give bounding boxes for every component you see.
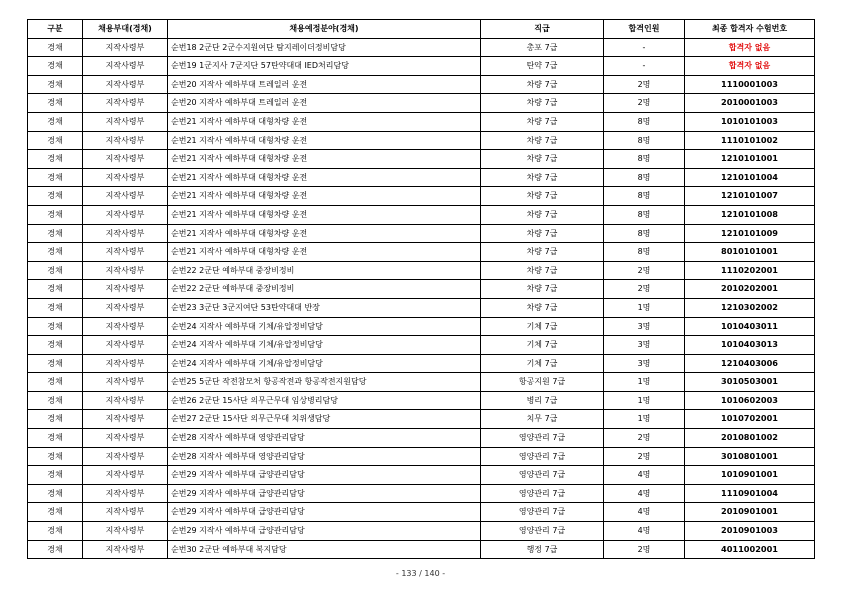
- table-row: [28, 168, 815, 187]
- cell-final-number: 1010101003: [685, 112, 815, 131]
- cell-grade: 영양관리 7급: [481, 429, 604, 448]
- cell-count: 8명: [604, 243, 685, 262]
- cell-field: 순번19 1군지사 7군지단 57탄약대대 IED처리담당: [168, 57, 481, 76]
- cell-category: 경채: [28, 503, 83, 522]
- table-row: [28, 205, 815, 224]
- cell-grade: 차량 7급: [481, 280, 604, 299]
- table-row: [28, 447, 815, 466]
- table-row: [28, 522, 815, 541]
- cell-category: 경채: [28, 243, 83, 262]
- cell-field: 순번24 지작사 예하부대 기체/유압정비담당: [168, 354, 481, 373]
- cell-grade: 차량 7급: [481, 112, 604, 131]
- cell-unit: 지작사령부: [83, 280, 168, 299]
- cell-final-number: 1010702001: [685, 410, 815, 429]
- cell-unit: 지작사령부: [83, 187, 168, 206]
- cell-grade: 영양관리 7급: [481, 447, 604, 466]
- cell-grade: 탄약 7급: [481, 57, 604, 76]
- cell-final-number: 합격자 없음: [685, 38, 815, 57]
- cell-grade: 차량 7급: [481, 168, 604, 187]
- cell-category: 경채: [28, 522, 83, 541]
- header-unit: 채용부대(경채): [83, 20, 168, 39]
- header-count: 합격인원: [604, 20, 685, 39]
- cell-field: 순번28 지작사 예하부대 영양관리담당: [168, 429, 481, 448]
- cell-unit: 지작사령부: [83, 75, 168, 94]
- table-row: [28, 373, 815, 392]
- cell-count: 1명: [604, 373, 685, 392]
- results-table: [27, 19, 815, 559]
- page-number: - 133 / 140 -: [395, 569, 446, 578]
- cell-category: 경채: [28, 429, 83, 448]
- cell-count: 4명: [604, 466, 685, 485]
- cell-category: 경채: [28, 336, 83, 355]
- table-row: [28, 540, 815, 559]
- table-row: [28, 429, 815, 448]
- cell-grade: 영양관리 7급: [481, 484, 604, 503]
- cell-category: 경채: [28, 150, 83, 169]
- cell-unit: 지작사령부: [83, 94, 168, 113]
- cell-category: 경채: [28, 112, 83, 131]
- cell-count: 4명: [604, 522, 685, 541]
- cell-count: 8명: [604, 150, 685, 169]
- cell-unit: 지작사령부: [83, 261, 168, 280]
- cell-category: 경채: [28, 205, 83, 224]
- cell-unit: 지작사령부: [83, 224, 168, 243]
- cell-grade: 영양관리 7급: [481, 503, 604, 522]
- cell-field: 순번27 2군단 15사단 의무근무대 치위생담당: [168, 410, 481, 429]
- cell-final-number: 1210403006: [685, 354, 815, 373]
- cell-field: 순번29 지작사 예하부대 급양관리담당: [168, 503, 481, 522]
- table-row: [28, 484, 815, 503]
- cell-grade: 차량 7급: [481, 243, 604, 262]
- cell-unit: 지작사령부: [83, 168, 168, 187]
- cell-count: 2명: [604, 447, 685, 466]
- cell-category: 경채: [28, 373, 83, 392]
- cell-category: 경채: [28, 187, 83, 206]
- cell-unit: 지작사령부: [83, 503, 168, 522]
- cell-field: 순번21 지작사 예하부대 대형차량 운전: [168, 131, 481, 150]
- cell-final-number: 합격자 없음: [685, 57, 815, 76]
- cell-grade: 차량 7급: [481, 205, 604, 224]
- table-row: [28, 336, 815, 355]
- cell-field: 순번23 3군단 3군지여단 53탄약대대 반장: [168, 298, 481, 317]
- table-row: [28, 131, 815, 150]
- cell-count: 1명: [604, 298, 685, 317]
- cell-field: 순번30 2군단 예하부대 복지담당: [168, 540, 481, 559]
- cell-final-number: 2010801002: [685, 429, 815, 448]
- cell-grade: 항공지원 7급: [481, 373, 604, 392]
- cell-final-number: 8010101001: [685, 243, 815, 262]
- cell-count: 3명: [604, 336, 685, 355]
- cell-unit: 지작사령부: [83, 112, 168, 131]
- cell-final-number: 1210101001: [685, 150, 815, 169]
- cell-category: 경채: [28, 38, 83, 57]
- cell-category: 경채: [28, 354, 83, 373]
- cell-count: -: [604, 57, 685, 76]
- cell-final-number: 1110101002: [685, 131, 815, 150]
- table-row: [28, 224, 815, 243]
- cell-unit: 지작사령부: [83, 522, 168, 541]
- cell-grade: 차량 7급: [481, 94, 604, 113]
- cell-category: 경채: [28, 131, 83, 150]
- cell-grade: 차량 7급: [481, 298, 604, 317]
- table-row: [28, 354, 815, 373]
- header-grade: 직급: [481, 20, 604, 39]
- cell-grade: 기체 7급: [481, 336, 604, 355]
- cell-category: 경채: [28, 168, 83, 187]
- table-row: [28, 94, 815, 113]
- cell-final-number: 2010901003: [685, 522, 815, 541]
- table-row: [28, 298, 815, 317]
- cell-final-number: 1010602003: [685, 391, 815, 410]
- cell-grade: 차량 7급: [481, 75, 604, 94]
- cell-unit: 지작사령부: [83, 429, 168, 448]
- cell-count: 8명: [604, 205, 685, 224]
- cell-field: 순번21 지작사 예하부대 대형차량 운전: [168, 187, 481, 206]
- cell-field: 순번24 지작사 예하부대 기체/유압정비담당: [168, 336, 481, 355]
- cell-field: 순번29 지작사 예하부대 급양관리담당: [168, 484, 481, 503]
- cell-category: 경채: [28, 391, 83, 410]
- cell-count: 2명: [604, 280, 685, 299]
- cell-grade: 기체 7급: [481, 354, 604, 373]
- cell-count: 3명: [604, 317, 685, 336]
- cell-final-number: 3010801001: [685, 447, 815, 466]
- table-row: [28, 261, 815, 280]
- cell-field: 순번18 2군단 2군수지원여단 탐지레이더정비담당: [168, 38, 481, 57]
- cell-final-number: 1110901004: [685, 484, 815, 503]
- cell-count: 8명: [604, 168, 685, 187]
- cell-grade: 차량 7급: [481, 131, 604, 150]
- cell-unit: 지작사령부: [83, 391, 168, 410]
- cell-grade: 병리 7급: [481, 391, 604, 410]
- cell-field: 순번21 지작사 예하부대 대형차량 운전: [168, 112, 481, 131]
- header-final-number: 최종 합격자 수험번호: [685, 20, 815, 39]
- cell-final-number: 4011002001: [685, 540, 815, 559]
- cell-field: 순번20 지작사 예하부대 트레일러 운전: [168, 75, 481, 94]
- cell-count: 4명: [604, 484, 685, 503]
- cell-unit: 지작사령부: [83, 354, 168, 373]
- table-row: [28, 466, 815, 485]
- table-row: [28, 317, 815, 336]
- cell-unit: 지작사령부: [83, 317, 168, 336]
- cell-unit: 지작사령부: [83, 150, 168, 169]
- table-row: [28, 38, 815, 57]
- cell-final-number: 2010901001: [685, 503, 815, 522]
- cell-grade: 총포 7급: [481, 38, 604, 57]
- cell-unit: 지작사령부: [83, 298, 168, 317]
- cell-grade: 행정 7급: [481, 540, 604, 559]
- cell-count: 4명: [604, 503, 685, 522]
- cell-final-number: 3010503001: [685, 373, 815, 392]
- cell-category: 경채: [28, 280, 83, 299]
- cell-unit: 지작사령부: [83, 466, 168, 485]
- cell-final-number: 1010901001: [685, 466, 815, 485]
- cell-unit: 지작사령부: [83, 447, 168, 466]
- cell-final-number: 1210101008: [685, 205, 815, 224]
- cell-category: 경채: [28, 298, 83, 317]
- cell-grade: 차량 7급: [481, 261, 604, 280]
- cell-category: 경채: [28, 224, 83, 243]
- cell-field: 순번25 5군단 작전참모처 항공작전과 항공작전지원담당: [168, 373, 481, 392]
- table-row: [28, 150, 815, 169]
- cell-field: 순번20 지작사 예하부대 트레일러 운전: [168, 94, 481, 113]
- cell-category: 경채: [28, 261, 83, 280]
- table-row: [28, 112, 815, 131]
- table-body: [28, 38, 815, 559]
- cell-final-number: 1210302002: [685, 298, 815, 317]
- cell-field: 순번29 지작사 예하부대 급양관리담당: [168, 522, 481, 541]
- results-sheet: [27, 19, 814, 559]
- cell-count: 2명: [604, 75, 685, 94]
- cell-grade: 차량 7급: [481, 224, 604, 243]
- cell-unit: 지작사령부: [83, 57, 168, 76]
- table-row: [28, 280, 815, 299]
- cell-unit: 지작사령부: [83, 243, 168, 262]
- cell-field: 순번29 지작사 예하부대 급양관리담당: [168, 466, 481, 485]
- cell-category: 경채: [28, 540, 83, 559]
- cell-category: 경채: [28, 94, 83, 113]
- cell-field: 순번21 지작사 예하부대 대형차량 운전: [168, 150, 481, 169]
- cell-grade: 차량 7급: [481, 187, 604, 206]
- cell-count: -: [604, 38, 685, 57]
- cell-category: 경채: [28, 466, 83, 485]
- table-row: [28, 187, 815, 206]
- cell-field: 순번22 2군단 예하부대 중장비정비: [168, 261, 481, 280]
- cell-category: 경채: [28, 317, 83, 336]
- cell-grade: 치무 7급: [481, 410, 604, 429]
- cell-count: 2명: [604, 540, 685, 559]
- cell-unit: 지작사령부: [83, 410, 168, 429]
- cell-unit: 지작사령부: [83, 540, 168, 559]
- cell-count: 1명: [604, 410, 685, 429]
- cell-category: 경채: [28, 75, 83, 94]
- cell-count: 8명: [604, 224, 685, 243]
- cell-category: 경채: [28, 57, 83, 76]
- cell-field: 순번22 2군단 예하부대 중장비정비: [168, 280, 481, 299]
- cell-grade: 기체 7급: [481, 317, 604, 336]
- cell-category: 경채: [28, 447, 83, 466]
- cell-count: 2명: [604, 261, 685, 280]
- cell-final-number: 1110202001: [685, 261, 815, 280]
- header-category: 구분: [28, 20, 83, 39]
- cell-count: 8명: [604, 131, 685, 150]
- cell-count: 2명: [604, 94, 685, 113]
- cell-final-number: 1210101009: [685, 224, 815, 243]
- cell-unit: 지작사령부: [83, 131, 168, 150]
- table-header-row: [28, 20, 815, 39]
- cell-grade: 차량 7급: [481, 150, 604, 169]
- table-row: [28, 75, 815, 94]
- cell-field: 순번24 지작사 예하부대 기체/유압정비담당: [168, 317, 481, 336]
- cell-final-number: 1010403011: [685, 317, 815, 336]
- cell-final-number: 1010403013: [685, 336, 815, 355]
- cell-unit: 지작사령부: [83, 336, 168, 355]
- cell-count: 3명: [604, 354, 685, 373]
- cell-count: 8명: [604, 112, 685, 131]
- cell-grade: 영양관리 7급: [481, 466, 604, 485]
- cell-field: 순번21 지작사 예하부대 대형차량 운전: [168, 243, 481, 262]
- header-field: 채용예정분야(경채): [168, 20, 481, 39]
- cell-field: 순번28 지작사 예하부대 영양관리담당: [168, 447, 481, 466]
- table-row: [28, 243, 815, 262]
- cell-unit: 지작사령부: [83, 38, 168, 57]
- cell-category: 경채: [28, 410, 83, 429]
- cell-grade: 영양관리 7급: [481, 522, 604, 541]
- cell-field: 순번21 지작사 예하부대 대형차량 운전: [168, 224, 481, 243]
- table-row: [28, 503, 815, 522]
- cell-final-number: 1110001003: [685, 75, 815, 94]
- cell-field: 순번26 2군단 15사단 의무근무대 임상병리담당: [168, 391, 481, 410]
- cell-unit: 지작사령부: [83, 205, 168, 224]
- cell-field: 순번21 지작사 예하부대 대형차량 운전: [168, 168, 481, 187]
- cell-unit: 지작사령부: [83, 484, 168, 503]
- cell-count: 2명: [604, 429, 685, 448]
- table-row: [28, 57, 815, 76]
- cell-final-number: 2010001003: [685, 94, 815, 113]
- cell-final-number: 2010202001: [685, 280, 815, 299]
- table-row: [28, 391, 815, 410]
- cell-final-number: 1210101004: [685, 168, 815, 187]
- table-row: [28, 410, 815, 429]
- cell-field: 순번21 지작사 예하부대 대형차량 운전: [168, 205, 481, 224]
- cell-count: 8명: [604, 187, 685, 206]
- cell-category: 경채: [28, 484, 83, 503]
- cell-final-number: 1210101007: [685, 187, 815, 206]
- cell-count: 1명: [604, 391, 685, 410]
- cell-unit: 지작사령부: [83, 373, 168, 392]
